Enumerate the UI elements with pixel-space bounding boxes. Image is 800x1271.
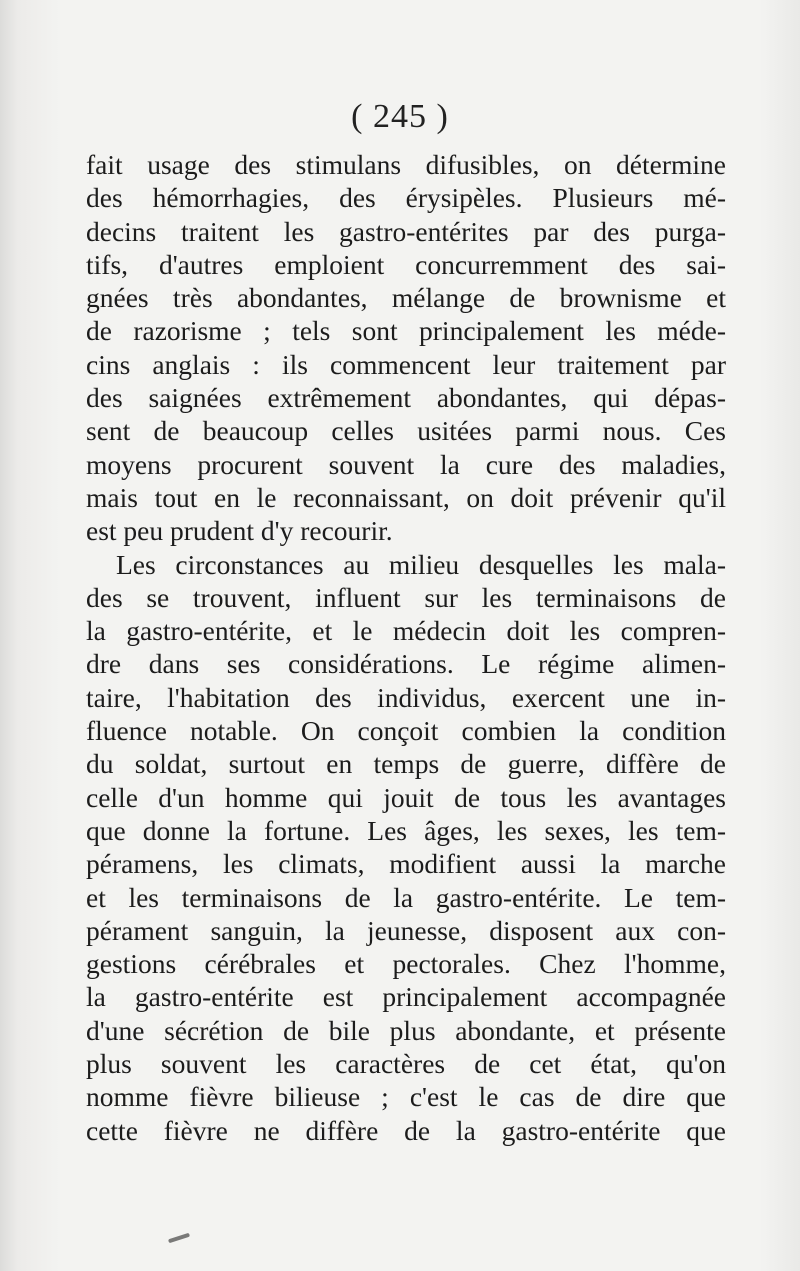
text-line: decins traitent les gastro-entérites par des purga- [86, 215, 726, 247]
text-line: et les terminaisons de la gastro-entérite. Le tem- [86, 881, 726, 913]
text-line: tifs, d'autres emploient concurremment des sai- [86, 248, 726, 280]
text-line: gnées très abondantes, mélange de brownisme et [86, 282, 726, 314]
body-text [86, 148, 726, 1147]
text-line: moyens procurent souvent la cure des maladies, [86, 448, 726, 480]
text-line: des se trouvent, influent sur les terminaisons de [86, 581, 726, 613]
text-line: gestions cérébrales et pectorales. Chez l'homme, [86, 948, 726, 980]
text-line: des hémorrhagies, des érysipèles. Plusieurs mé- [86, 182, 726, 214]
text-line: celle d'un homme qui jouit de tous les avantages [86, 781, 726, 813]
text-line: nomme fièvre bilieuse ; c'est le cas de dire que [86, 1081, 726, 1113]
text-line: du soldat, surtout en temps de guerre, diffère de [86, 748, 726, 780]
text-line: péramens, les climats, modifient aussi la marche [86, 848, 726, 880]
text-line: taire, l'habitation des individus, exercent une in- [86, 681, 726, 713]
text-line: la gastro-entérite, et le médecin doit les compren- [86, 615, 726, 647]
text-line: est peu prudent d'y recourir. [86, 515, 393, 547]
text-line: cins anglais : ils commencent leur traitement par [86, 348, 726, 380]
text-line: d'une sécrétion de bile plus abondante, et présente [86, 1014, 726, 1046]
text-line: des saignées extrêmement abondantes, qui dépas- [86, 382, 726, 414]
page-number: ( 245 ) [351, 98, 449, 135]
text-line: pérament sanguin, la jeunesse, disposent aux con- [86, 914, 726, 946]
text-line: que donne la fortune. Les âges, les sexes, les tem- [86, 814, 726, 846]
text-line: mais tout en le reconnaissant, on doit prévenir qu'il [86, 481, 726, 513]
text-line: sent de beaucoup celles usitées parmi nous. Ces [86, 415, 726, 447]
text-line: cette fièvre ne diffère de la gastro-entérite que [86, 1114, 726, 1146]
text-line: dre dans ses considérations. Le régime alimen- [86, 648, 726, 680]
text-line: fait usage des stimulans difusibles, on détermine [86, 149, 726, 180]
text-line: la gastro-entérite est principalement accompagnée [86, 981, 726, 1013]
text-line: de razorisme ; tels sont principalement les méde- [86, 315, 726, 347]
ink-mark [168, 1233, 190, 1244]
text-line: plus souvent les caractères de cet état, qu'on [86, 1048, 726, 1080]
text-line: Les circonstances au milieu desquelles les mala- [116, 548, 726, 580]
text-line: fluence notable. On conçoit combien la condition [86, 715, 726, 747]
